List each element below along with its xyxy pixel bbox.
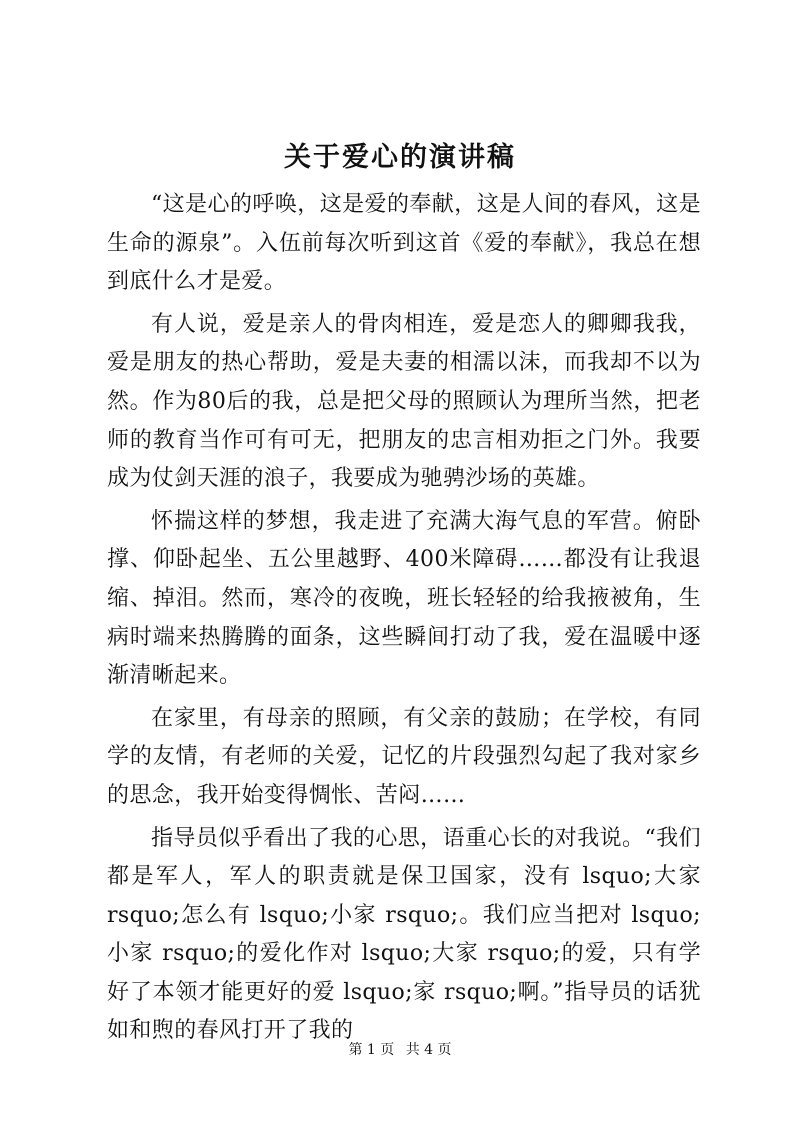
document-body [107,186,701,1055]
page-footer [0,1040,800,1060]
page-number: 第 1 页 [348,1042,395,1058]
document-title: 关于爱心的演讲稿 [284,142,516,173]
page-total: 共 4 页 [405,1042,452,1058]
paragraph: 有人说，爱是亲人的骨肉相连，爱是恋人的卿卿我我，爱是朋友的热心帮助，爱是夫妻的相濡以沫，而我却不以为然。作为80后的我，总是把父母的照顾认为理所当然，把老师的教育当作可有可无，把朋友的忠言相劝拒之门外。我要成为仗剑天涯的浪子，我要成为驰骋沙场的英雄。 [107,311,701,492]
paragraph: 指导员似乎看出了我的心思，语重心长的对我说。“我们都是军人，军人的职责就是保卫国家，没有 lsquo;大家 rsquo;怎么有 lsquo;小家 rsquo;。我们应当把对 lsquo;小家 rsquo;的爱化作对 lsquo;大家 rsquo;的爱，只有学好了本领才能更好的爱 lsquo;家 rsquo;啊。”指导员的话犹如和煦的春风打开了我的 [107,825,701,1044]
paragraph: 怀揣这样的梦想，我走进了充满大海气息的军营。俯卧撑、仰卧起坐、五公里越野、400米障碍……都没有让我退缩、掉泪。然而，寒冷的夜晚，班长轻轻的给我掖被角，生病时端来热腾腾的面条，这些瞬间打动了我，爱在温暖中逐渐清晰起来。 [107,508,701,689]
paragraph: 在家里，有母亲的照顾，有父亲的鼓励；在学校，有同学的友情，有老师的关爱，记忆的片段强烈勾起了我对家乡的思念，我开始变得惆怅、苦闷…… [107,705,701,808]
paragraph: “这是心的呼唤，这是爱的奉献，这是人间的春风，这是生命的源泉”。入伍前每次听到这首《爱的奉献》，我总在想到底什么才是爱。 [107,192,701,295]
